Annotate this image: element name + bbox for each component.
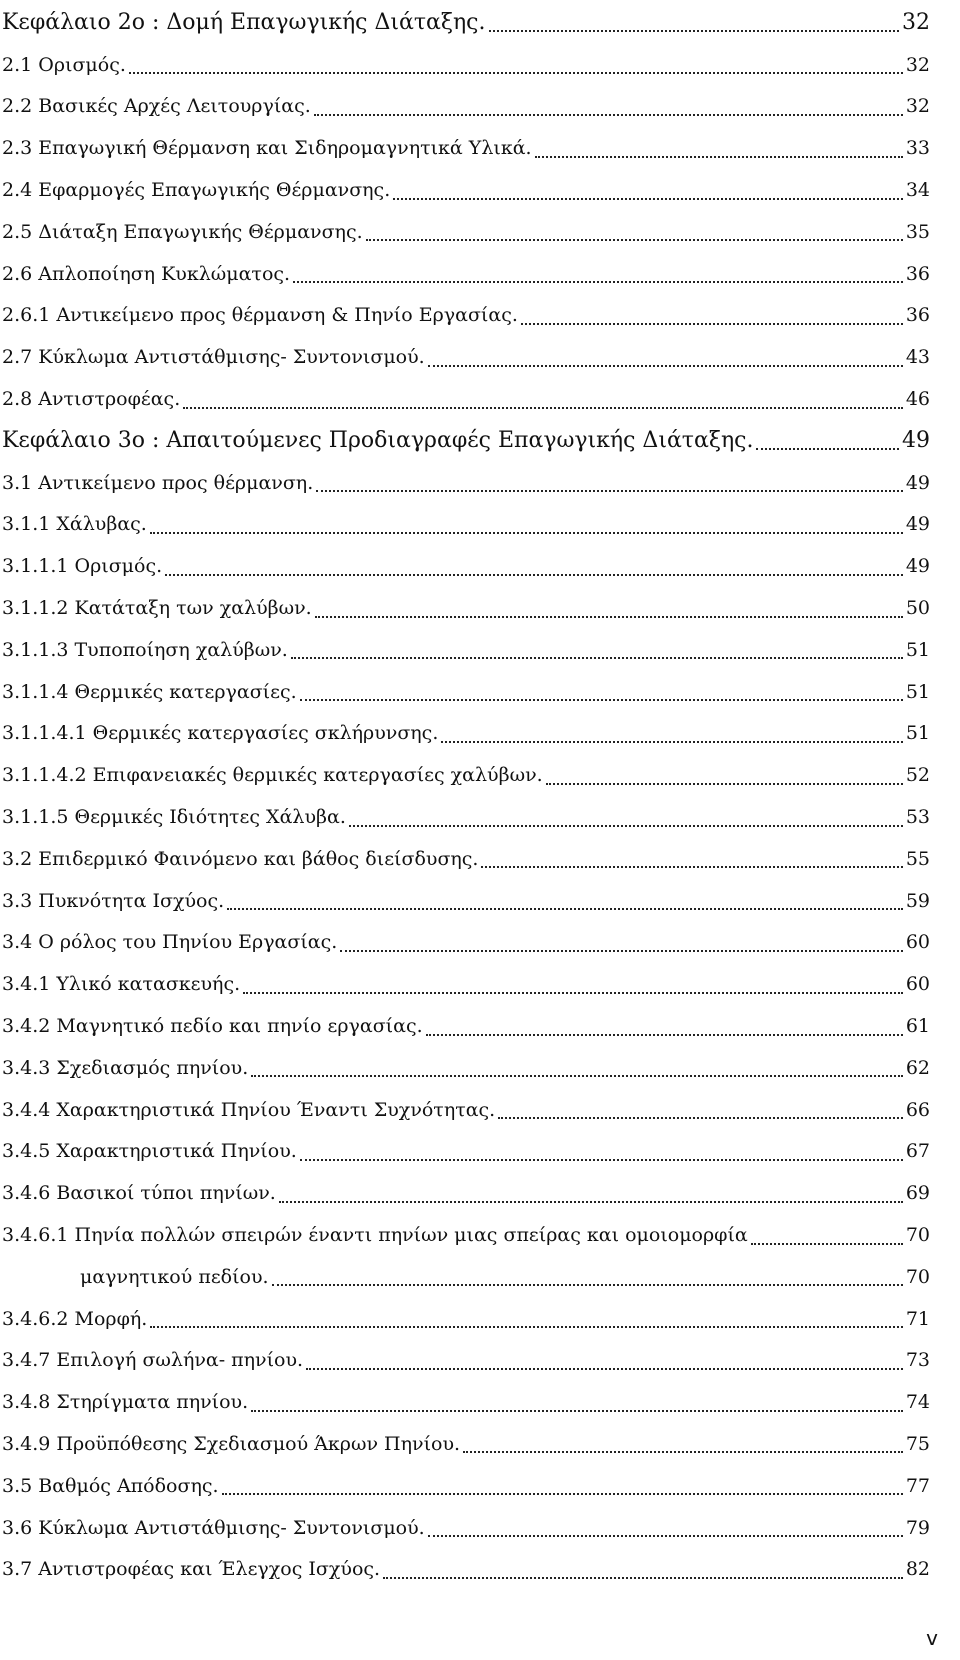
- toc-entry-page: 59: [905, 889, 930, 912]
- dot-leader: [300, 698, 903, 701]
- dot-leader: [272, 1283, 903, 1286]
- dot-leader: [300, 1158, 903, 1161]
- toc-entry[interactable]: [0, 211, 960, 253]
- dot-leader: [183, 406, 903, 409]
- dot-leader: [227, 907, 903, 910]
- toc-entry-title: 3.4.7 Επιλογή σωλήνα- πηνίου.: [2, 1349, 304, 1372]
- toc-entry-title: 3.1.1.5 Θερμικές Ιδιότητες Χάλυβα.: [2, 806, 346, 829]
- toc-entry-page: 51: [905, 680, 930, 703]
- toc-entry-title: 3.3 Πυκνότητα Ισχύος.: [2, 889, 225, 912]
- toc-entry-page: 49: [905, 555, 930, 578]
- toc-entry[interactable]: [0, 629, 960, 671]
- dot-leader: [243, 991, 903, 994]
- dot-leader: [441, 740, 902, 743]
- dot-leader: [340, 949, 902, 952]
- toc-entry-title: 3.7 Αντιστροφέας και Έλεγχος Ισχύος.: [2, 1558, 381, 1581]
- toc-entry-title: 3.1.1.3 Τυποποίηση χαλύβων.: [2, 638, 288, 661]
- toc-entry[interactable]: [0, 1465, 960, 1507]
- toc-entry-page: 55: [905, 847, 930, 870]
- toc-entry[interactable]: [0, 1256, 960, 1298]
- toc-entry-title: 2.6.1 Αντικείμενο προς θέρμανση & Πηνίο Εργασίας.: [2, 304, 518, 327]
- dot-leader: [756, 447, 899, 450]
- dot-leader: [428, 1534, 903, 1537]
- toc-entry[interactable]: [0, 336, 960, 378]
- toc-entry[interactable]: [0, 922, 960, 964]
- toc-entry-title: 2.6 Απλοποίηση Κυκλώματος.: [2, 262, 291, 285]
- toc-entry[interactable]: [0, 1047, 960, 1089]
- toc-entry-title: 3.1.1 Χάλυβας.: [2, 513, 147, 536]
- dot-leader: [279, 1200, 903, 1203]
- dot-leader: [535, 155, 903, 158]
- toc-entry-page: 32: [905, 95, 930, 118]
- toc-entry[interactable]: [0, 504, 960, 546]
- dot-leader: [498, 1116, 903, 1119]
- dot-leader: [251, 1409, 903, 1412]
- toc-entry-title: 2.7 Κύκλωμα Αντιστάθμισης- Συντονισμού.: [2, 346, 425, 369]
- toc-entry-title: 3.4.2 Μαγνητικό πεδίο και πηνίο εργασίας.: [2, 1015, 423, 1038]
- toc-entry-page: 51: [905, 638, 930, 661]
- toc-entry[interactable]: [0, 127, 960, 169]
- toc-entry[interactable]: [0, 1507, 960, 1549]
- toc-entry-page: 66: [905, 1098, 930, 1121]
- toc-entry[interactable]: [0, 462, 960, 504]
- toc-entry[interactable]: [0, 838, 960, 880]
- toc-entry-page: 51: [905, 722, 930, 745]
- toc-entry[interactable]: [0, 2, 960, 44]
- toc-entry-title: μαγνητικού πεδίου.: [80, 1265, 269, 1288]
- toc-entry[interactable]: [0, 1005, 960, 1047]
- toc-entry[interactable]: [0, 796, 960, 838]
- toc-entry-title: 2.4 Εφαρμογές Επαγωγικής Θέρμανσης.: [2, 179, 391, 202]
- toc-entry-title: 3.1.1.4.2 Επιφανειακές θερμικές κατεργασίες χαλύβων.: [2, 764, 543, 787]
- dot-leader: [306, 1367, 903, 1370]
- toc-entry-page: 67: [905, 1140, 930, 1163]
- toc-entry-page: 61: [905, 1015, 930, 1038]
- toc-entry-title: 3.4 Ο ρόλος του Πηνίου Εργασίας.: [2, 931, 338, 954]
- toc-entry-page: 82: [905, 1558, 930, 1581]
- toc-entry-page: 49: [905, 513, 930, 536]
- dot-leader: [481, 865, 902, 868]
- toc-entry-page: 60: [905, 931, 930, 954]
- dot-leader: [489, 29, 900, 32]
- dot-leader: [751, 1242, 903, 1245]
- dot-leader: [291, 656, 903, 659]
- toc-entry[interactable]: [0, 587, 960, 629]
- toc-entry[interactable]: [0, 671, 960, 713]
- toc-entry[interactable]: [0, 1340, 960, 1382]
- toc-entry-title: 2.8 Αντιστροφέας.: [2, 388, 181, 411]
- dot-leader: [293, 280, 903, 283]
- dot-leader: [222, 1492, 903, 1495]
- toc-entry-title: 3.4.6.1 Πηνία πολλών σπειρών έναντι πηνίων μιας σπείρας και ομοιομορφία: [2, 1224, 748, 1246]
- toc-entry-title: 3.4.6.2 Μορφή.: [2, 1307, 148, 1330]
- toc-entry-page: 32: [902, 10, 930, 36]
- dot-leader: [314, 113, 903, 116]
- toc-entry[interactable]: [0, 86, 960, 128]
- toc-entry[interactable]: [0, 1172, 960, 1214]
- dot-leader: [463, 1450, 903, 1453]
- toc-entry[interactable]: [0, 44, 960, 86]
- toc-entry-page: 75: [905, 1432, 930, 1455]
- toc-entry-page: 36: [905, 262, 930, 285]
- dot-leader: [426, 1033, 903, 1036]
- toc-entry[interactable]: [0, 295, 960, 337]
- table-of-contents: [0, 2, 960, 1590]
- toc-entry-title: 2.1 Ορισμός.: [2, 53, 126, 76]
- toc-entry-title: 3.4.5 Χαρακτηριστικά Πηνίου.: [2, 1140, 297, 1163]
- toc-entry-page: 53: [905, 806, 930, 829]
- toc-entry-title: 3.4.1 Υλικό κατασκευής.: [2, 973, 241, 996]
- toc-entry-title: 2.5 Διάταξη Επαγωγικής Θέρμανσης.: [2, 220, 363, 243]
- toc-entry[interactable]: [0, 378, 960, 420]
- toc-entry-page: 69: [905, 1182, 930, 1205]
- toc-entry-title: Κεφάλαιο 3ο : Απαιτούμενες Προδιαγραφές Επαγωγικής Διάταξης.: [2, 428, 754, 454]
- toc-entry-title: 3.5 Βαθμός Απόδοσης.: [2, 1474, 219, 1497]
- dot-leader: [366, 238, 903, 241]
- toc-entry-page: 62: [905, 1056, 930, 1079]
- toc-entry-page: 70: [905, 1224, 930, 1246]
- toc-entry-page: 36: [905, 304, 930, 327]
- toc-entry-page: 60: [905, 973, 930, 996]
- toc-entry-page: 35: [905, 220, 930, 243]
- toc-entry-page: 70: [905, 1265, 930, 1288]
- toc-entry[interactable]: [0, 713, 960, 755]
- toc-entry[interactable]: [0, 1131, 960, 1173]
- dot-leader: [150, 531, 903, 534]
- toc-entry-page: 74: [905, 1391, 930, 1414]
- dot-leader: [251, 1074, 903, 1077]
- dot-leader: [315, 615, 903, 618]
- toc-entry-page: 43: [905, 346, 930, 369]
- toc-entry-page: 32: [905, 53, 930, 76]
- toc-entry-title: 3.4.9 Προϋπόθεσης Σχεδιασμού Άκρων Πηνίου.: [2, 1432, 461, 1455]
- toc-entry-title: 3.1.1.1 Ορισμός.: [2, 555, 163, 578]
- toc-entry[interactable]: [0, 253, 960, 295]
- toc-entry[interactable]: [0, 754, 960, 796]
- toc-entry-page: 50: [905, 597, 930, 620]
- toc-entry-title: Κεφάλαιο 2ο : Δομή Επαγωγικής Διάταξης.: [2, 10, 486, 36]
- toc-entry-title: 2.3 Επαγωγική Θέρμανση και Σιδηρομαγνητικά Υλικά.: [2, 137, 532, 160]
- toc-entry-page: 33: [905, 137, 930, 160]
- page-number: v: [926, 1626, 938, 1650]
- toc-entry[interactable]: [0, 963, 960, 1005]
- dot-leader: [150, 1325, 903, 1328]
- toc-entry-page: 73: [905, 1349, 930, 1372]
- toc-entry-title: 3.2 Επιδερμικό Φαινόμενο και βάθος διείσδυσης.: [2, 847, 479, 870]
- dot-leader: [165, 573, 903, 576]
- toc-entry-title: 3.6 Κύκλωμα Αντιστάθμισης- Συντονισμού.: [2, 1516, 425, 1539]
- toc-entry[interactable]: [0, 420, 960, 462]
- dot-leader: [129, 71, 903, 74]
- toc-entry-title: 3.1.1.4.1 Θερμικές κατεργασίες σκλήρυνσης.: [2, 722, 439, 745]
- toc-entry[interactable]: [0, 1298, 960, 1340]
- toc-entry-page: 34: [905, 179, 930, 202]
- toc-entry[interactable]: [0, 169, 960, 211]
- toc-entry-title: 3.1.1.4 Θερμικές κατεργασίες.: [2, 680, 297, 703]
- toc-entry-title: 3.4.4 Χαρακτηριστικά Πηνίου Έναντι Συχνότητας.: [2, 1098, 496, 1121]
- toc-entry-title: 2.2 Βασικές Αρχές Λειτουργίας.: [2, 95, 311, 118]
- dot-leader: [428, 364, 903, 367]
- toc-entry-title: 3.4.3 Σχεδιασμός πηνίου.: [2, 1056, 249, 1079]
- dot-leader: [316, 489, 903, 492]
- toc-entry[interactable]: [0, 545, 960, 587]
- toc-entry[interactable]: [0, 1423, 960, 1465]
- dot-leader: [546, 782, 903, 785]
- toc-entry-page: 46: [905, 388, 930, 411]
- toc-entry-page: 49: [905, 471, 930, 494]
- toc-entry-page: 52: [905, 764, 930, 787]
- toc-entry-title: 3.1 Αντικείμενο προς θέρμανση.: [2, 471, 314, 494]
- toc-entry[interactable]: [0, 1548, 960, 1590]
- toc-entry-title: 3.4.8 Στηρίγματα πηνίου.: [2, 1391, 249, 1414]
- toc-entry[interactable]: [0, 1214, 960, 1256]
- toc-entry-page: 71: [905, 1307, 930, 1330]
- toc-entry-page: 49: [902, 428, 930, 454]
- dot-leader: [349, 824, 903, 827]
- toc-entry[interactable]: [0, 1381, 960, 1423]
- dot-leader: [383, 1576, 903, 1579]
- toc-entry-title: 3.4.6 Βασικοί τύποι πηνίων.: [2, 1182, 276, 1205]
- dot-leader: [521, 322, 903, 325]
- toc-entry[interactable]: [0, 1089, 960, 1131]
- toc-entry[interactable]: [0, 880, 960, 922]
- toc-entry-page: 79: [905, 1516, 930, 1539]
- toc-entry-title: 3.1.1.2 Κατάταξη των χαλύβων.: [2, 597, 312, 620]
- toc-entry-page: 77: [905, 1474, 930, 1497]
- dot-leader: [393, 197, 903, 200]
